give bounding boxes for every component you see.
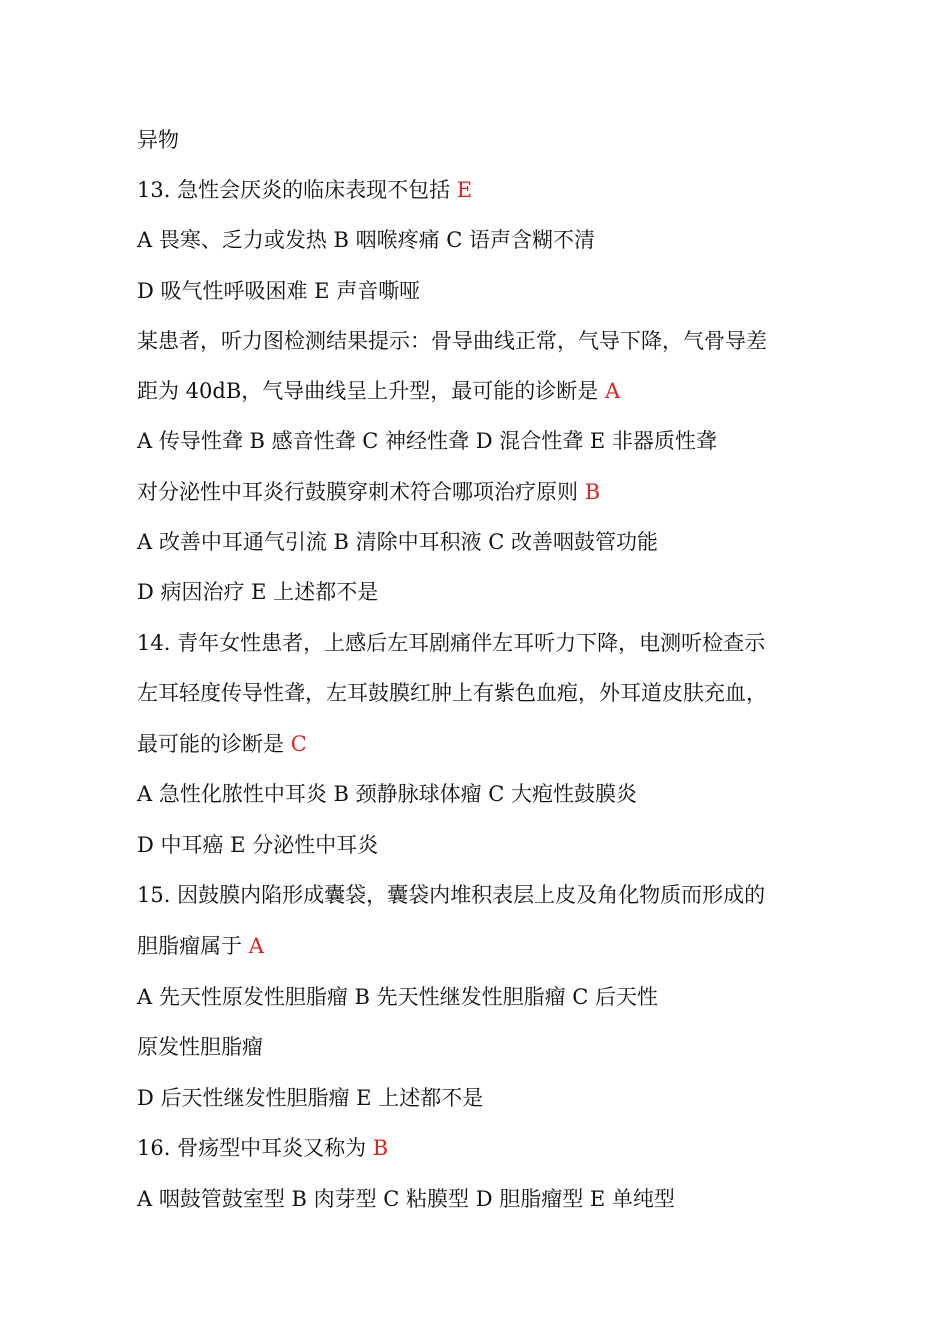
question-audiogram-cont: 距为 40dB，气导曲线呈上升型，最可能的诊断是 A	[137, 379, 621, 403]
answer-key: A	[604, 379, 621, 403]
question-13: 13. 急性会厌炎的临床表现不包括 E	[137, 178, 473, 202]
options-line: A 畏寒、乏力或发热 B 咽喉疼痛 C 语声含糊不清	[137, 228, 596, 252]
question-14-cont: 最可能的诊断是 C	[137, 732, 307, 756]
options-line: A 传导性聋 B 感音性聋 C 神经性聋 D 混合性聋 E 非器质性聋	[137, 429, 717, 453]
answer-key: B	[372, 1136, 389, 1160]
question-audiogram: 某患者，听力图检测结果提示：骨导曲线正常，气导下降，气骨导差	[137, 329, 767, 353]
answer-key: C	[290, 732, 307, 756]
options-line: D 后天性继发性胆脂瘤 E 上述都不是	[137, 1086, 484, 1110]
options-line: A 先天性原发性胆脂瘤 B 先天性继发性胆脂瘤 C 后天性	[137, 985, 659, 1009]
question-15: 15. 因鼓膜内陷形成囊袋，囊袋内堆积表层上皮及角化物质而形成的	[137, 883, 766, 907]
text-line: 异物	[137, 128, 179, 152]
options-line: D 病因治疗 E 上述都不是	[137, 580, 379, 604]
question-tympanocentesis: 对分泌性中耳炎行鼓膜穿刺术符合哪项治疗原则 B	[137, 480, 601, 504]
answer-key: E	[456, 178, 473, 202]
options-line: D 吸气性呼吸困难 E 声音嘶哑	[137, 279, 421, 303]
options-line: A 急性化脓性中耳炎 B 颈静脉球体瘤 C 大疱性鼓膜炎	[137, 782, 638, 806]
options-line: 原发性胆脂瘤	[137, 1035, 263, 1059]
options-line: D 中耳癌 E 分泌性中耳炎	[137, 833, 379, 857]
question-14: 14. 青年女性患者，上感后左耳剧痛伴左耳听力下降，电测听检查示	[137, 631, 766, 655]
answer-key: B	[584, 480, 601, 504]
question-16: 16. 骨疡型中耳炎又称为 B	[137, 1136, 389, 1160]
options-line: A 改善中耳通气引流 B 清除中耳积液 C 改善咽鼓管功能	[137, 530, 659, 554]
options-line: A 咽鼓管鼓室型 B 肉芽型 C 粘膜型 D 胆脂瘤型 E 单纯型	[137, 1187, 675, 1211]
question-15-cont: 胆脂瘤属于 A	[137, 934, 264, 958]
question-14-cont: 左耳轻度传导性聋，左耳鼓膜红肿上有紫色血疱，外耳道皮肤充血，	[137, 681, 767, 705]
answer-key: A	[248, 934, 264, 958]
